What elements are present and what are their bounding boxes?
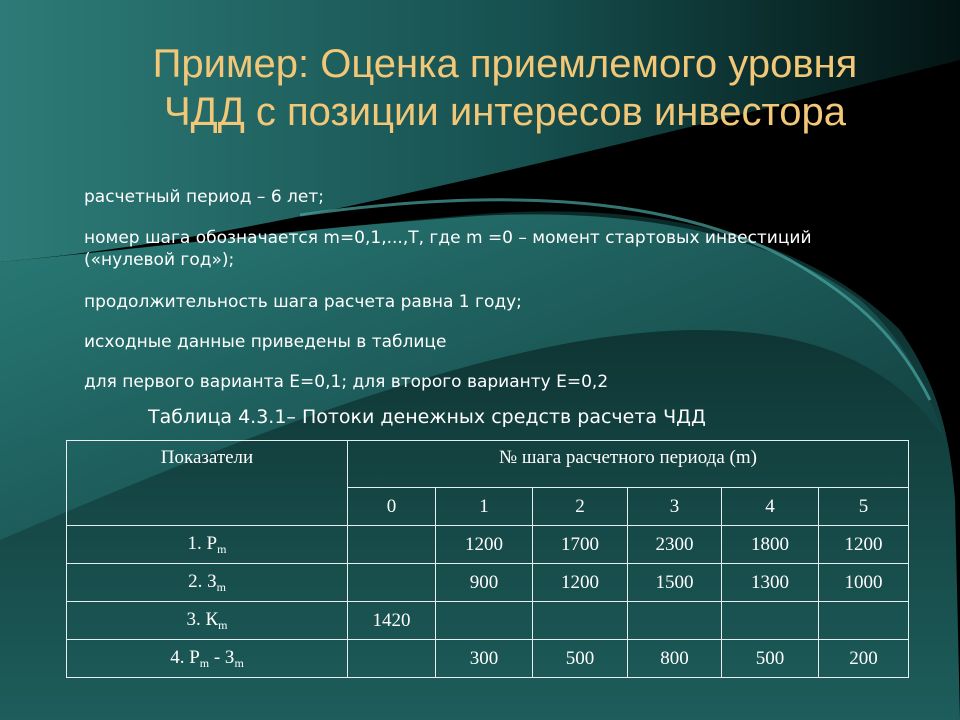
bullet-item: расчетный период – 6 лет;	[84, 187, 325, 207]
table-cell: 900	[436, 564, 533, 602]
table-cell	[722, 602, 819, 640]
table-cell: 200	[819, 640, 909, 678]
step-cell: 5	[819, 488, 909, 526]
slide-title-line-2: ЧДД с позиции интересов инвестора	[163, 90, 847, 134]
table-row	[67, 564, 909, 602]
bullet-item: продолжительность шага расчета равна 1 году;	[84, 292, 522, 312]
table-cell: 1300	[722, 564, 819, 602]
table-cell	[436, 602, 533, 640]
table-row	[67, 526, 909, 564]
table-cell: 2300	[628, 526, 722, 564]
table-caption: Таблица 4.3.1– Потоки денежных средств расчета ЧДД	[148, 406, 706, 428]
row-label: 4. $Р_m - З_m$	[67, 640, 348, 678]
table-cell: 1700	[533, 526, 628, 564]
cash-flow-table	[66, 440, 909, 678]
bullet-item: исходные данные приведены в таблице	[84, 332, 447, 352]
table-cell: 1200	[436, 526, 533, 564]
table-header-row	[67, 441, 909, 488]
bullet-item: номер шага обозначается m=0,1,...,T, где m =0 – момент стартовых инвестиций («нулевой год»);	[84, 228, 812, 270]
table-cell: 1800	[722, 526, 819, 564]
step-cell: 3	[628, 488, 722, 526]
row-label: 1. $Р_m$	[67, 526, 348, 564]
slide-title	[60, 40, 950, 136]
header-indicators: Показатели	[67, 441, 348, 526]
row-label: 3. $К_m$	[67, 602, 348, 640]
table-cell: 500	[533, 640, 628, 678]
table-cell	[819, 602, 909, 640]
table-cell: 800	[628, 640, 722, 678]
step-cell: 0	[348, 488, 436, 526]
table-row	[67, 640, 909, 678]
table-cell: 300	[436, 640, 533, 678]
step-cell: 4	[722, 488, 819, 526]
table-row	[67, 602, 909, 640]
table-cell: 1500	[628, 564, 722, 602]
step-cell: 2	[533, 488, 628, 526]
table-cell: 1200	[533, 564, 628, 602]
step-cell: 1	[436, 488, 533, 526]
table-cell: 1200	[819, 526, 909, 564]
table-cell: 1000	[819, 564, 909, 602]
bullet-item: для первого варианта Е=0,1; для второго варианту Е=0,2	[84, 372, 609, 392]
table-cell: 500	[722, 640, 819, 678]
table-cell: 1420	[348, 602, 436, 640]
table-cell	[348, 564, 436, 602]
table-cell	[533, 602, 628, 640]
row-label: 2. $З_m$	[67, 564, 348, 602]
table-cell	[348, 526, 436, 564]
table-cell	[348, 640, 436, 678]
header-steps: № шага расчетного периода (m)	[348, 441, 909, 488]
slide-title-line-1: Пример: Оценка приемлемого уровня	[152, 42, 858, 86]
table-cell	[628, 602, 722, 640]
